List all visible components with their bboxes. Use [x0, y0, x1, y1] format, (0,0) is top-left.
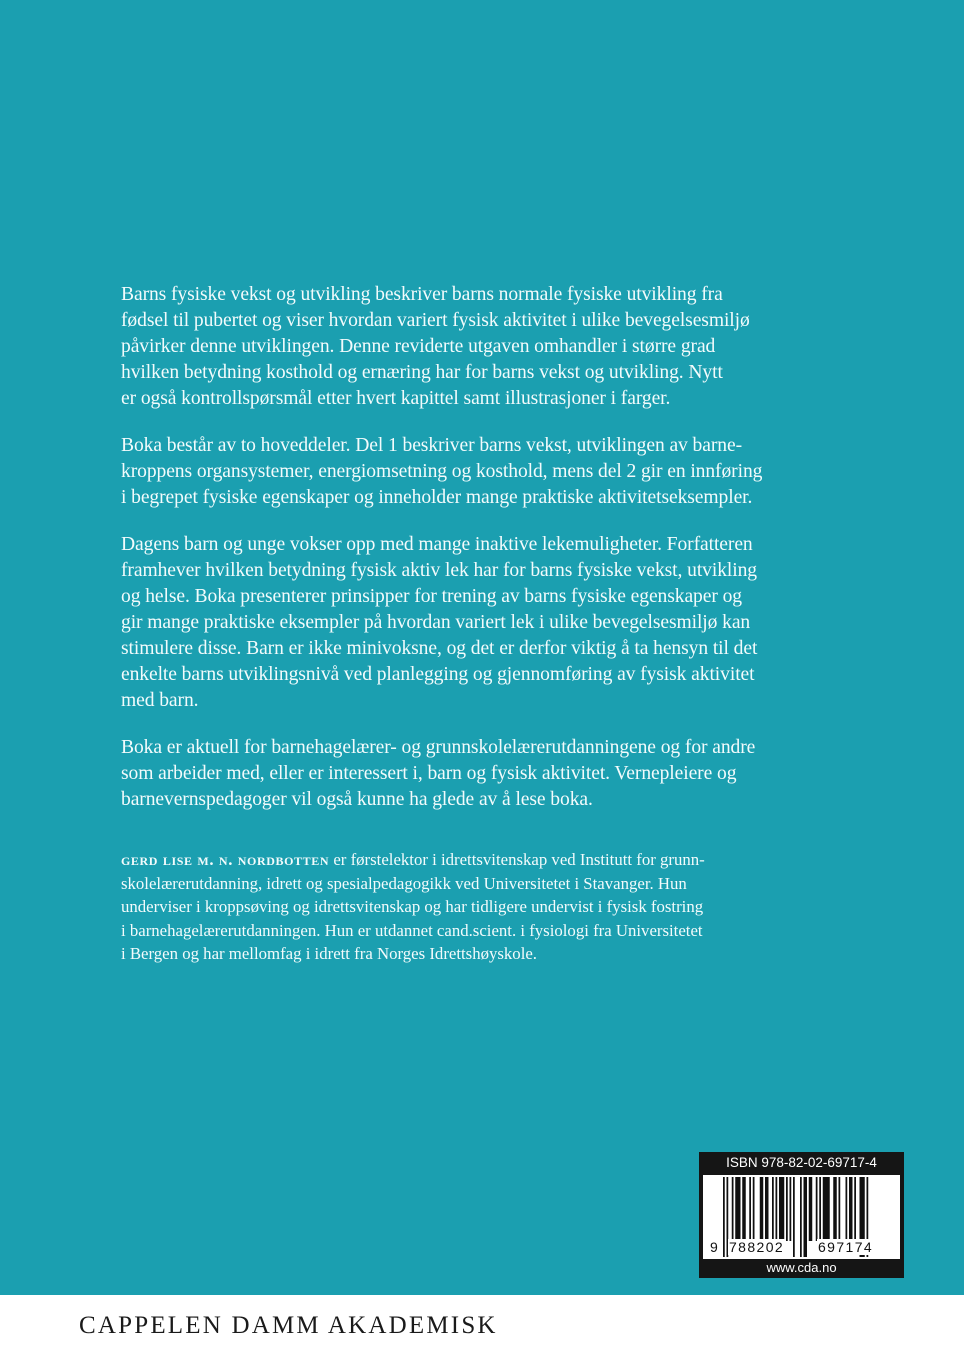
barcode-bar: [753, 1177, 755, 1241]
barcode-bar: [786, 1177, 788, 1241]
barcode-bar: [816, 1177, 818, 1241]
author-bio-first-line: gerd lise m. n. nordbotten er førstelektor i idrettsvitenskap ved Institutt for grunn-: [121, 850, 705, 869]
barcode-bar: [735, 1177, 740, 1241]
isbn-label: ISBN 978-82-02-69717-4: [726, 1155, 877, 1170]
barcode-bar: [854, 1177, 856, 1241]
barcode-digit-first: 9: [710, 1239, 720, 1255]
barcode-digits-right: 697174: [818, 1239, 874, 1255]
barcode-bar: [760, 1177, 764, 1241]
publisher-website: www.cda.no: [766, 1260, 837, 1275]
barcode-bar: [772, 1177, 774, 1241]
barcode-bar: [800, 1177, 802, 1257]
barcode-bar: [742, 1177, 746, 1241]
author-bio: gerd lise m. n. nordbotten er førstelektor i idrettsvitenskap ved Institutt for grunn- skolelærerutdanning, idrett og spesialpedagogikk ved Universitetet i Stavanger. Hun underviser i kroppsøving og idrettsvitenskap og har tidligere undervist i fysisk fostring i barnehagelærerutdanningen. Hun er utdannet cand.scient. i fysiologi fra Universitetet i Bergen og har mellomfag i idrett fra Norges Idrettshøyskole.: [121, 848, 881, 966]
barcode-bar: [809, 1177, 813, 1241]
publisher-logo: CAPPELEN DAMM AKADEMISK: [79, 1312, 498, 1339]
barcode-bar: [790, 1177, 792, 1241]
barcode-bar: [749, 1177, 751, 1241]
barcode: [703, 1175, 900, 1259]
barcode-bar: [765, 1177, 769, 1241]
paragraph-audience: Boka er aktuell for barnehagelærer- og grunnskolelærerutdanningene og for andre som arbeider med, eller er interessert i, barn og fysisk aktivitet. Vernepleiere og barnevernspedagoger vil også kunne ha glede av å lese boka.: [121, 737, 756, 810]
author-name: gerd lise m. n. nordbotten: [121, 850, 330, 869]
paragraph-play: Dagens barn og unge vokser opp med mange inaktive lekemuligheter. Forfatteren framhever hvilken betydning fysisk aktiv lek har for barns fysiske vekst, utvikling og helse. Boka presenterer prinsipper for trening av barns fysiske egenskaper og gir mange praktiske eksempler på hvordan variert lek i ulike bevegelsesmiljø kan stimulere disse. Barn er ikke minivoksne, og det er derfor viktig å ta hensyn til det enkelte barns utviklingsnivå ved planlegging og gjennomføring av fysisk aktivitet med barn.: [121, 534, 758, 711]
paragraph-parts: Boka består av to hoveddeler. Del 1 beskriver barns vekst, utviklingen av barne- kroppens organsystemer, energiomsetning og kosthold, mens del 2 gir en innføring i begrepet fysiske egenskaper og inneholder mange praktiske aktivitetseksempler.: [121, 435, 763, 508]
barcode-digits-left: 788202: [729, 1239, 785, 1255]
barcode-bar: [819, 1177, 821, 1241]
barcode-panel: [699, 1152, 904, 1278]
barcode-bar: [823, 1177, 830, 1241]
barcode-bar: [732, 1177, 734, 1241]
barcode-bar: [804, 1177, 808, 1257]
description-text: [121, 282, 881, 834]
barcode-bar: [846, 1177, 848, 1241]
barcode-bar: [723, 1177, 725, 1257]
barcode-bar: [839, 1177, 841, 1241]
barcode-bar: [779, 1177, 784, 1241]
barcode-bar: [833, 1177, 837, 1241]
barcode-bar: [793, 1177, 795, 1257]
paragraph-intro: Barns fysiske vekst og utvikling beskriver barns normale fysiske utvikling fra fødsel til pubertet og viser hvordan variert fysisk aktivitet i ulike bevegelsesmiljø påvirker denne utviklingen. Denne reviderte utgaven omhandler i større grad hvilken betydning kosthold og ernæring har for barns vekst og utvikling. Nytt er også kontrollspørsmål etter hvert kapittel samt illustrasjoner i farger.: [121, 284, 750, 409]
barcode-bar: [849, 1177, 853, 1241]
barcode-bar: [776, 1177, 778, 1241]
